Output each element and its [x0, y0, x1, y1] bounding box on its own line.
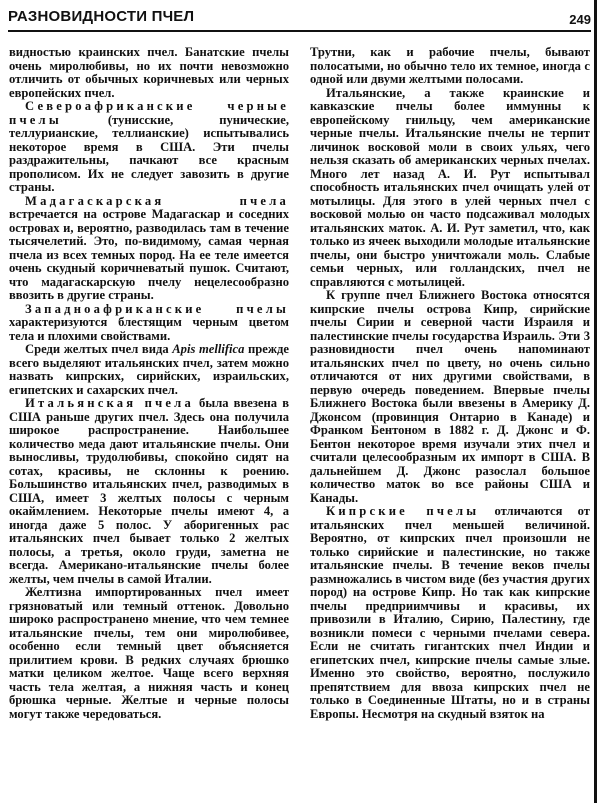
paragraph	[310, 505, 590, 721]
paragraph-text: встречается на острове Мадагаскар и соседних островах и, вероятно, разводилась там в течение тысячелетий. Это, по-видимому, самая черная пчела из всех темных пород. На ее теле имеется очень скудный коричневатый пушок. Считают, что мадагаскарскую пчелу нецелесообразно ввозить в другие страны.	[9, 207, 289, 302]
paragraph-text: (тунисские, пунические, теллурианские, теллианские) испытывались некоторое время в США. Эти пчелы раздражительны, пачкают все красным прополисом. Их не следует завозить в другие страны.	[9, 112, 289, 194]
paragraph-text: отличаются от итальянских пчел меньшей величиной. Вероятно, от кипрских пчел произошли не только сирийские и палестинские, но также итальянские пчелы. В течение веков пчелы размножались в чистом виде (без участия других пород) на острове Кипр. Но так как кипрские пчелы предприимчивы и красивы, их привозили в Италию, Сирию, Палестину, где возникли помеси с черными пчелами севера. Если не считать гигантских пчел Индии и египетских пчел, кипрские пчелы самые злые. Именно это свойство, вероятно, послужило препятствием для ввоза кипрских пчел не только в Соединенные Штаты, но и в страны Европы. Несмотря на скудный взяток на	[310, 504, 590, 721]
page-number: 249	[569, 12, 591, 27]
paragraph: Желтизна импортированных пчел имеет грязноватый или темный оттенок. Довольно широко распространено мнение, что чем темнее итальянские пчелы, тем они миролюбивее, особенно если темный цвет объясняется прилитием крови. В редких случаях брюшко матки целиком желтое. Чаще всего верхняя часть тела желтая, а нижняя часть и конец брюшка черные. Желтые и черные полосы могут также чередоваться.	[9, 585, 289, 721]
term-heading: Итальянская пчела	[25, 396, 194, 410]
page-edge-rule	[594, 0, 597, 803]
paragraph: К группе пчел Ближнего Востока относятся кипрские пчелы острова Кипр, сирийские пчелы Сирии и северной части Израиля и палестинские пчелы государства Израиль. Эти 3 разновидности пчел очень напоминают итальянских пчел по цвету, но очень сильно отличаются от них другими свойствами, в первую очередь поведением. Впервые пчелы Ближнего Востока были ввезены в Америку Д. Джонсом (провинция Онтарио в Канаде) и Франком Бентоном в 1882 г. Д. Джонс и Ф. Бентон некоторое время изучали этих пчел и считали целесообразным их импорт в США. В дальнейшем Д. Джонс разослал большое количество маток во все районы США и Канады.	[310, 288, 590, 505]
paragraph	[9, 397, 289, 586]
term-heading: Североафриканские черные пчелы	[9, 99, 289, 127]
term-heading: Мадагаскарская пчела	[25, 193, 289, 208]
paragraph: видностью краинских пчел. Банатские пчелы очень миролюбивы, но их почти невозможно отличить от обычных коричневых или черных европейских пчел.	[9, 45, 289, 100]
paragraph-text: характеризуются блестящим черным цветом тела и плохими свойствами.	[9, 315, 289, 343]
paragraph	[9, 343, 289, 397]
left-column	[9, 46, 289, 721]
paragraph-text: была ввезена в США раньше других пчел. Здесь она получила широкое распространение. Наибольшее количество меда дают итальянские пчелы. Они выносливы, трудолюбивы, спокойно сидят на сотах, красивы, не склонны к роению. Большинство итальянских пчел, разводимых в США, имеет 3 желтых полосы с черным окаймлением. Некоторые пчелы имеют 4, а иногда даже 5 полос. У аборигенных рас итальянских пчел бывает только 2 желтых полосы, а третья, около груди, заметна не всегда. Американо-итальянские пчелы более желты, чем пчелы в самой Италии.	[9, 396, 289, 586]
paragraph	[9, 303, 289, 344]
paragraph: Трутни, как и рабочие пчелы, бывают полосатыми, но обычно тело их темное, иногда с одной или двуми желтыми полосами.	[310, 45, 590, 86]
latin-species-name: Apis mellifica	[172, 342, 245, 356]
right-column	[310, 46, 590, 721]
paragraph	[9, 195, 289, 303]
paragraph-text: Среди желтых пчел вида	[25, 342, 173, 356]
page-header	[8, 6, 591, 32]
term-heading: Западноафриканские пчелы	[25, 301, 289, 316]
term-heading: Кипрские пчелы	[326, 504, 480, 518]
paragraph-text: прежде всего выделяют итальянских пчел, затем можно назвать кипрских, сирийских, израильских, египетских и сахарских пчел.	[9, 342, 289, 397]
paragraph	[9, 100, 289, 195]
running-title: РАЗНОВИДНОСТИ ПЧЕЛ	[8, 8, 195, 25]
paragraph: Итальянские, а также краинские и кавказские пчелы более иммунны к европейскому гнильцу, чем американские черные пчелы. Итальянские пчелы не терпит личинок восковой моли в своих ульях, чего нельзя сказать об американских черных пчелах. Много лет назад А. И. Рут испытывал способность итальянских пчел очищать улей от мотылицы. Для этого в улей черных пчел с восковой молью он часто подсаживал молодых итальянских маток. А. И. Рут заметил, что, как только из ячеек выходили молодые итальянские пчелы, они быстро уничтожали моль. Слабые семьи черных, или голландских, пчел не справляются с мотылицей.	[310, 85, 590, 289]
